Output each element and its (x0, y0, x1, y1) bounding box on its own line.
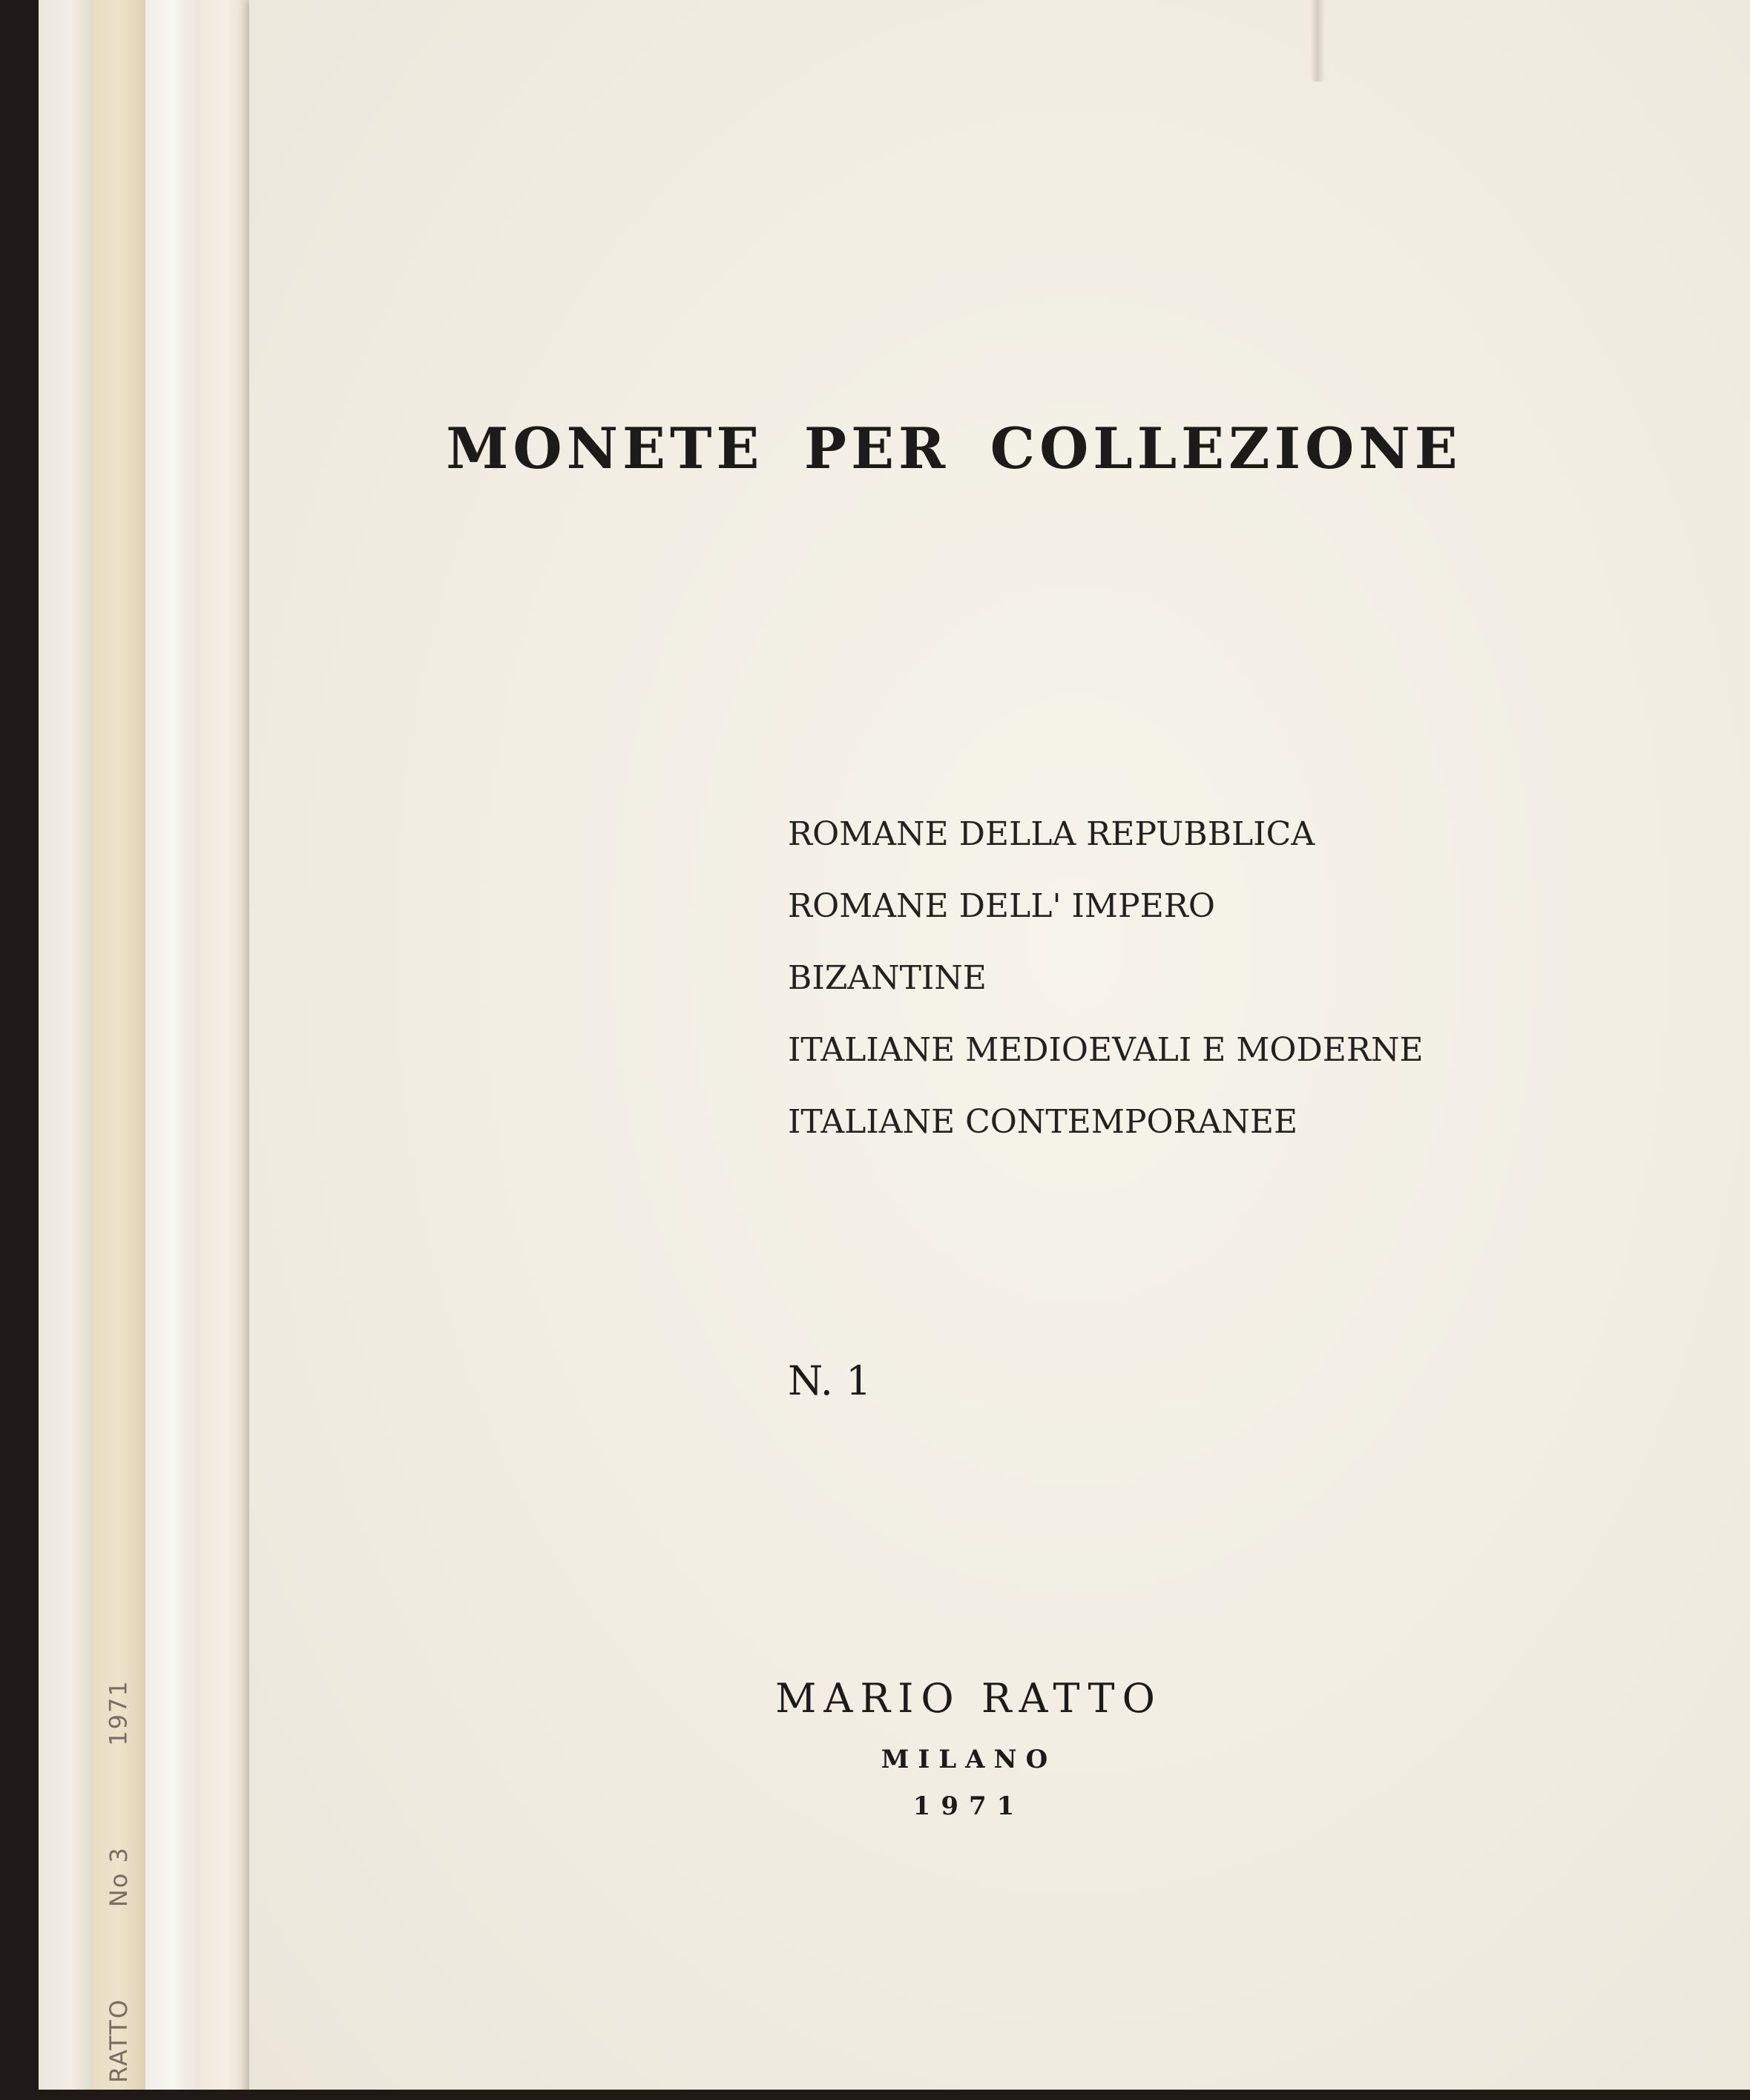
catalog-spine-4 (199, 0, 254, 2100)
spine-note-number: No 3 (105, 1846, 134, 1908)
cover-crease (1310, 0, 1325, 82)
subject-item: ITALIANE MEDIOEVALI E MODERNE (788, 1031, 1424, 1069)
bottom-edge-shadow (0, 2090, 1750, 2100)
publisher-city: MILANO (881, 1745, 1057, 1774)
subject-item: ROMANE DELLA REPUBBLICA (788, 815, 1315, 853)
catalog-spine-3 (145, 0, 200, 2100)
subject-item: ROMANE DELL' IMPERO (788, 887, 1215, 925)
spine-note-year: 1971 (105, 1679, 133, 1746)
subject-item: ITALIANE CONTEMPORANEE (788, 1103, 1298, 1141)
spine-note-name: RATTO (105, 1998, 133, 2084)
issue-number: N. 1 (788, 1357, 872, 1404)
cover-title: MONETE PER COLLEZIONE (446, 415, 1462, 481)
publication-year: 1971 (912, 1791, 1025, 1821)
catalog-front-cover (249, 0, 1750, 2100)
publisher-name: MARIO RATTO (775, 1675, 1162, 1722)
subject-list (788, 810, 1424, 1170)
spine-handwritten-note (96, 1679, 141, 2084)
catalog-spine-1 (39, 0, 93, 2100)
subject-item: BIZANTINE (788, 959, 987, 997)
